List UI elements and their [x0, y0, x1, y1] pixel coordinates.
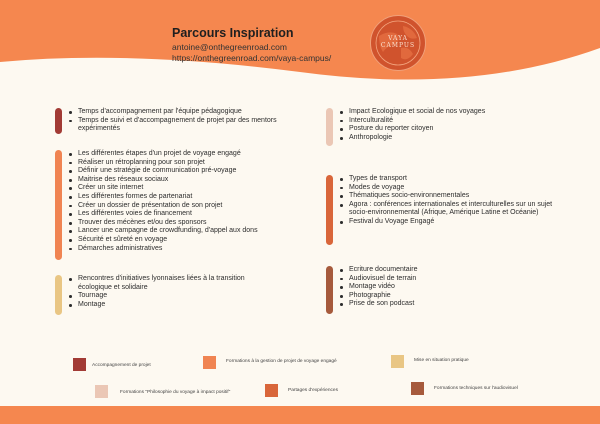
list-item: Photographie — [349, 292, 546, 301]
item-list — [55, 108, 280, 134]
logo-word-1: VAYA — [388, 35, 408, 42]
item-list — [326, 108, 546, 142]
list-item: Montage — [78, 301, 280, 310]
list-item: Prise de son podcast — [349, 300, 546, 309]
list-item: Montage vidéo — [349, 283, 546, 292]
list-item: Festival du Voyage Engagé — [349, 218, 566, 227]
item-list — [326, 175, 566, 227]
group-philosophie — [326, 108, 546, 142]
legend-swatch — [391, 355, 404, 368]
list-item: Les différentes voies de financement — [78, 210, 290, 219]
legend-label: Formations à la gestion de projet de voyage engagé — [226, 359, 337, 364]
group-accompagnement — [55, 108, 280, 134]
group-gestion-projet — [55, 150, 290, 253]
legend-label: Partages d'expériences — [288, 388, 338, 393]
group-color-bar — [326, 175, 333, 245]
list-item: Réaliser un rétroplanning pour son projet — [78, 159, 290, 168]
legend-swatch — [73, 358, 86, 371]
list-item: Créer un dossier de présentation de son projet — [78, 202, 290, 211]
list-item: Temps de suivi et d'accompagnement de projet par des mentors expérimentés — [78, 117, 280, 134]
website-link[interactable]: https://onthegreenroad.com/vaya-campus/ — [172, 53, 332, 63]
list-item: Modes de voyage — [349, 184, 566, 193]
list-item: Posture du reporter citoyen — [349, 125, 546, 134]
header-band — [0, 0, 600, 80]
legend-label: Accompagnement de projet — [92, 363, 151, 368]
list-item: Impact Ecologique et social de nos voyages — [349, 108, 546, 117]
list-item: Tournage — [78, 292, 280, 301]
list-item: Interculturalité — [349, 117, 546, 126]
item-list — [326, 266, 546, 309]
list-item: Définir une stratégie de communication pré-voyage — [78, 167, 290, 176]
group-color-bar — [55, 275, 62, 315]
list-item: Trouver des mécènes et/ou des sponsors — [78, 219, 290, 228]
vaya-campus-logo — [370, 15, 426, 71]
group-color-bar — [326, 108, 333, 146]
list-item: Audiovisuel de terrain — [349, 275, 546, 284]
logo-text — [371, 35, 425, 49]
logo-word-2: CAMPUS — [380, 42, 416, 49]
list-item: Anthropologie — [349, 134, 546, 143]
list-item: Maitrise des réseaux sociaux — [78, 176, 290, 185]
page-title: Parcours Inspiration — [172, 26, 294, 40]
legend-label: Formations techniques sur l'audiovisuel — [434, 386, 518, 391]
list-item: Démarches administratives — [78, 245, 290, 254]
list-item: Agora : conférences internationales et interculturelles sur un sujet socio-environnemental (Afrique, Amérique Latine et Océanie) — [349, 201, 566, 218]
list-item: Thématiques socio-environnementales — [349, 192, 566, 201]
legend-swatch — [95, 385, 108, 398]
item-list — [55, 150, 290, 253]
list-item: Les différentes formes de partenariat — [78, 193, 290, 202]
group-partages — [326, 175, 566, 227]
list-item: Sécurité et sûreté en voyage — [78, 236, 290, 245]
group-color-bar — [55, 150, 62, 260]
legend-label: Formations "Philosophie du voyage à impact positif" — [120, 390, 231, 395]
list-item: Rencontres d'initiatives lyonnaises liées à la transition écologique et solidaire — [78, 275, 280, 292]
item-list — [55, 275, 280, 309]
group-audiovisuel — [326, 266, 546, 309]
list-item: Types de transport — [349, 175, 566, 184]
footer-band — [0, 406, 600, 424]
group-color-bar — [55, 108, 62, 134]
list-item: Créer un site internet — [78, 184, 290, 193]
legend-label: Mise en situation pratique — [414, 358, 469, 363]
contact-email[interactable]: antoine@onthegreenroad.com — [172, 42, 287, 52]
group-color-bar — [326, 266, 333, 314]
legend-swatch — [265, 384, 278, 397]
group-mise-en-situation — [55, 275, 280, 309]
list-item: Ecriture documentaire — [349, 266, 546, 275]
list-item: Lancer une campagne de crowdfunding, d'appel aux dons — [78, 227, 290, 236]
legend-swatch — [411, 382, 424, 395]
list-item: Temps d'accompagnement par l'équipe pédagogique — [78, 108, 280, 117]
legend-swatch — [203, 356, 216, 369]
list-item: Les différentes étapes d'un projet de voyage engagé — [78, 150, 290, 159]
